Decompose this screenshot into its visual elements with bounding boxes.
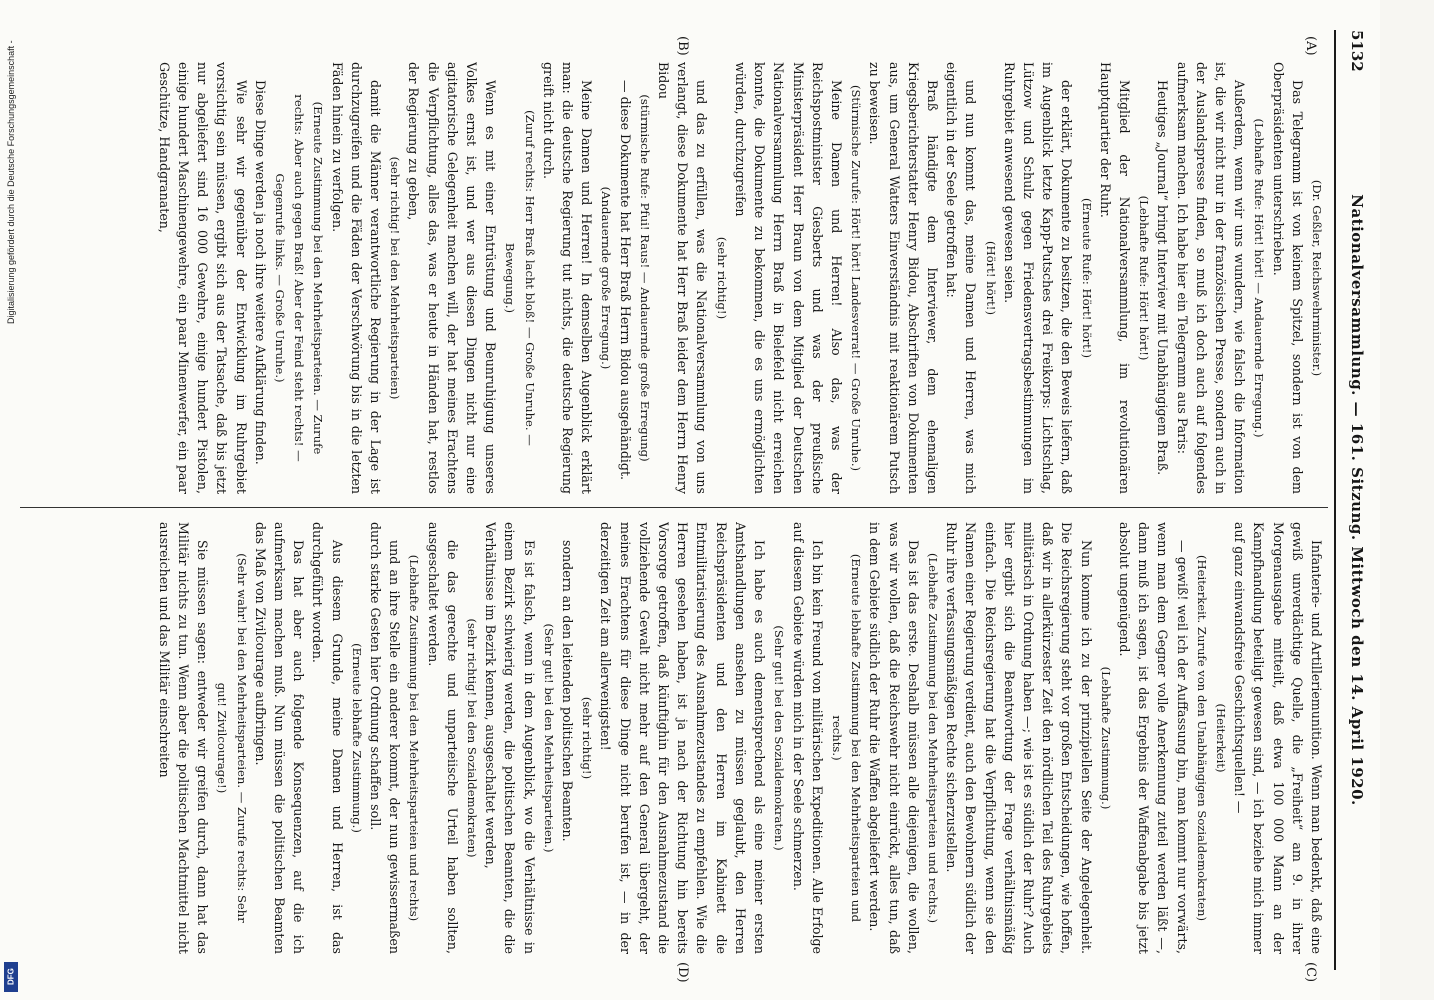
paragraph: Heutiges „Journal“ bringt Interview mit Unabhängigem Braß. — [1155, 80, 1171, 476]
paragraph: Wenn es mit einer Entrüstung und Beunruhigung unseres Volkes ernst ist, und wer aus diesen Dingen nicht nur eine agitatorische Gelegenheit machen will, der hat meines Erachtens die Verpflichtung, alles das, was er heute in Händen hat, restlos der Regierung zu geben, — [406, 62, 499, 494]
stage-direction: (Lebhafte Zustimmung bei den Mehrheitsparteien und rechts.) — [925, 552, 940, 924]
column-divider — [20, 507, 1328, 508]
paragraph: Braß händigte dem Interviewer, dem ehemaligen Kriegsberichterstatter Henry Bidou, Abschriften von Dokumenten aus, um General Watters Einverständnis mit reaktionärem Putsch zu beweisen. — [867, 62, 940, 494]
paragraph: Aus diesem Grunde, meine Damen und Herren, ist das durchgeführt worden. — [310, 522, 345, 954]
stage-direction: (Lebhafte Zustimmung.) — [1098, 666, 1113, 810]
dfg-logo: DFG — [4, 962, 18, 992]
margin-letter-c: (C) — [1303, 962, 1318, 983]
paragraph: Wie sehr wir gegenüber der Entwicklung im Ruhrgebiet vorsichtig sein müssen, ergibt sich aus der Tatsache, daß bis jetzt nur abgeliefert sind 16 000 Gewehre, einige hundert Pistolen, einige hundert Maschinengewehre, ein paar Minenwerfer, ein paar Geschütze, Handgranaten, — [156, 62, 249, 494]
stage-direction: (Sehr gut! bei den Sozialdemokraten.) — [772, 625, 787, 851]
header-rule — [1334, 30, 1336, 970]
paragraph: und an ihre Stelle ein anderer kommt, der nun gewissermaßen durch starke Gesten hier Ordnung schaffen soll. — [368, 522, 403, 954]
paragraph: Meine Damen und Herren! Also das, was der Reichspostminister Giesberts und was der preußische Ministerpräsident Herr Braun von dem Mitglied der Deutschen Nationalversammlung Herrn Braß in Bielefeld nicht erreichen konnte, die Dokumente zu bekommen, die es uns ermöglichten würden, durchzugreifen — [732, 62, 844, 494]
page-header — [1340, 30, 1368, 970]
left-column — [20, 62, 1326, 494]
margin-letter-b: (B) — [675, 36, 690, 56]
paragraph: — diese Dokumente hat Herr Braß Herrn Bidou ausgehändigt. — [617, 80, 633, 481]
stage-direction: (Lebhafte Rufe: Hört! hört!) — [1137, 195, 1152, 361]
paragraph: Es ist falsch, wenn in dem Augenblick, wo die Verhältnisse in einem Bezirk schwierig werden, die politischen Beamten, die die Verhältnisse im Bezirk kennen, ausgeschaltet werden, — [483, 522, 537, 954]
paragraph: Infanterie- und Artilleriemunition. Wenn man bedenkt, daß eine gewiß unverdächtige Quelle, die „Freiheit“ am 9. in ihrer Morgenausgabe mitteilt, daß etwa 100 000 Mann an der Kampfhandlung beteiligt gewesen sind, — ich beziehe mich immer auf ganz einwandsfreie Geschichtsquellen! — — [1232, 522, 1324, 954]
paragraph: damit die Männer verantwortliche Regierung in der Lage ist durchzugreifen und die Fäden der Verschwörung bis in die letzten Fäden hinein zu verfolgen. — [329, 62, 384, 494]
paragraph: Mitglied der Nationalversammlung, im revolutionären Hauptquartier der Ruhr. — [1097, 62, 1132, 494]
stage-direction: (sehr richtig!) — [714, 236, 729, 320]
paragraph: Das Telegramm ist von keinem Spitzel, sondern ist von dem Oberpräsidenten unterschrieben. — [1270, 62, 1305, 494]
stage-direction: (Erneute Zustimmung bei den Mehrheitsparteien. — Zurufe rechts: Aber auch gegen Braß! Aber der Feind steht rechts! — Gegenrufe links. — Große Unruhe.) — [273, 94, 326, 462]
stage-direction: (Hört! hört!) — [983, 241, 998, 315]
paragraph: und das zu erfüllen, was die Nationalversammlung von uns verlangt, diese Dokumente hat Herr Braß leider dem Herrn Henry Bidou — [656, 62, 710, 494]
paragraph: Sie müssen sagen: entweder wir greifen durch, dann hat das Militär nichts zu tun. Wenn aber die politischen Machtmittel nicht ausreichen und das Militär einschreiten — [156, 522, 211, 954]
stage-direction: (stürmische Rufe: Pfui! Raus! — Andauernde große Erregung) — [637, 94, 652, 462]
page-title: Nationalversammlung. — 161. Sitzung. Mittwoch den 14. April 1920. — [1348, 194, 1366, 806]
stage-direction: (sehr richtig!) — [580, 696, 595, 780]
stage-direction: (sehr richtig! bei den Sozialdemokraten) — [465, 618, 480, 858]
paragraph: Ich bin kein Freund von militärischen Expeditionen. Alle Erfolge auf diesem Gebiete würden mich in der Seele schmerzen. — [790, 522, 825, 954]
stage-direction: (sehr richtig! bei den Mehrheitsparteien) — [388, 156, 403, 400]
stage-direction: (Lebhafte Zustimmung bei den Mehrheitsparteien und rechts) — [407, 554, 422, 922]
paragraph: die das gerechte und unparteiische Urteil haben sollten, ausgeschaltet werden. — [425, 522, 460, 954]
stage-direction: (Stürmische Zurufe: Hört! hört! Landesverrat! — Große Unruhe.) — [849, 84, 864, 472]
margin-letter-a: (A) — [1303, 36, 1318, 56]
speaker-label: (Dr. Geßler, Reichswehrminister.) — [1310, 179, 1324, 377]
stage-direction: (Lebhafte Rufe: Hört! hört! — Andauernde Erregung.) — [1252, 118, 1267, 438]
paragraph: Diese Dinge werden ja noch ihre weitere Aufklärung finden. — [252, 80, 268, 465]
margin-letter-d: (D) — [675, 962, 690, 983]
paragraph: Außerdem, wenn wir uns wundern, wie falsch die Information ist, die wir nicht nur in der französischen Presse, sondern auch in der Auslandspresse finden, so muß ich doch auch auf folgendes aufmerksam machen. Ich habe hier ein Telegramm aus Paris: — [1174, 62, 1248, 494]
stage-direction: (Zuruf rechts: Herr Braß lacht bloß! — Große Unruhe. — Bewegung.) — [503, 110, 537, 446]
paragraph: Nun komme ich zu der prinzipiellen Seite der Angelegenheit. Die Reichsregierung steht vor großen Entscheidungen, wie hoffen, daß wir in allerkürzester Zeit den nördlichen Teil des Ruhrgebiets militärisch in Ordnung haben —; wie ist es südlich der Ruhr? Auch hier ergibt sich die Beantwortung der Frage verhältnismäßig einfach. Die Reichsregierung hat die Verpflichtung, wenn sie den Namen einer Regierung verdient, auch den Bewohnern südlich der Ruhr ihre verfassungsmäßigen Rechte sicherzustellen. — [944, 522, 1094, 954]
page-number: 5132 — [1348, 30, 1366, 72]
stage-direction: (Sehr wahr! bei den Mehrheitsparteien. — Zurufe rechts: Sehr gut! Zivilcourage!) — [215, 553, 249, 923]
stage-direction: (Erneute lebhafte Zustimmung bei den Mehrheitsparteien und rechts.) — [829, 553, 864, 923]
stage-direction: (Erneute Rufe: Hört! hört!) — [1079, 198, 1094, 358]
paragraph: — gewiß! weil ich der Auffassung bin, man kommt nur vorwärts, wenn man dem Gegner volle Anerkennung zuteil werden läßt —, dann muß ich sagen, ist das Ergebnis der Waffenabgabe bis jetzt absolut ungenügend. — [1116, 522, 1190, 954]
stage-direction: (Andauernde große Erregung.) — [599, 186, 614, 370]
stage-direction: (Heiterkeit. Zurufe von den Unabhängigen Sozialdemokraten) — [1194, 555, 1209, 921]
stage-direction: (Sehr gut! bei den Mehrheitsparteien.) — [541, 623, 556, 853]
right-column — [20, 522, 1326, 954]
paragraph: Ich habe es auch dementsprechend als eine meiner ersten Amtshandlungen ansehen zu müssen geglaubt, den Herren Reichspräsidenten und den Herren im Kabinett die Entmilitarisierung des Ausnahmezustandes zu empfehlen. Wie die Herren gesehen haben, ist ja nach der Richtung hin bereits Vorsorge getroffen, daß künftighin für den Ausnahmezustand die vollziehende Gewalt nicht mehr auf den General übergeht, der meines Erachtens für diese Dinge nicht berufen ist, — in der derzeitigen Zeit am allerwenigsten! — [598, 522, 768, 954]
paragraph: sondern an den leitenden politischen Beamten. — [560, 540, 576, 842]
stage-direction: (Heiterkeit) — [1213, 703, 1228, 773]
digitization-credit: Digitalisierung gefördert durch die Deutsche Forschungsgemeinschaft - — [6, 40, 16, 324]
stage-direction: (Erneute lebhafte Zustimmung.) — [349, 643, 364, 833]
paragraph: Das hat aber auch folgende Konsequenzen, auf die ich aufmerksam machen muß. Nun müssen die politischen Beamten das Maß von Zivilcourage aufbringen. — [252, 522, 307, 954]
paragraph: und nun kommt das, meine Damen und Herren, was mich eigentlich in der Seele getroffen hat: — [944, 62, 979, 494]
paragraph: der erklärt, Dokumente zu besitzen, die den Beweis liefern, daß im Augenblick letzte Kapp-Putsches drei Freikorps: Lichtschlag, Lützow und Schulz gegen Friedensvertragsbestimmungen im Ruhrgebiet anwesend gewesen seien. — [1001, 62, 1075, 494]
paragraph: Das ist das erste. Deshalb müssen alle diejenigen, die wollen, was wir wollen, daß die Reichswehr nicht einrückt, alles tun, daß in dem Gebiete südlich der Ruhr die Waffen abgeliefert werden. — [867, 522, 921, 954]
paragraph: Meine Damen und Herren! In demselben Augenblick erklärt man: die deutsche Regierung tut nichts, die deutsche Regierung greift nicht durch. — [540, 62, 595, 494]
